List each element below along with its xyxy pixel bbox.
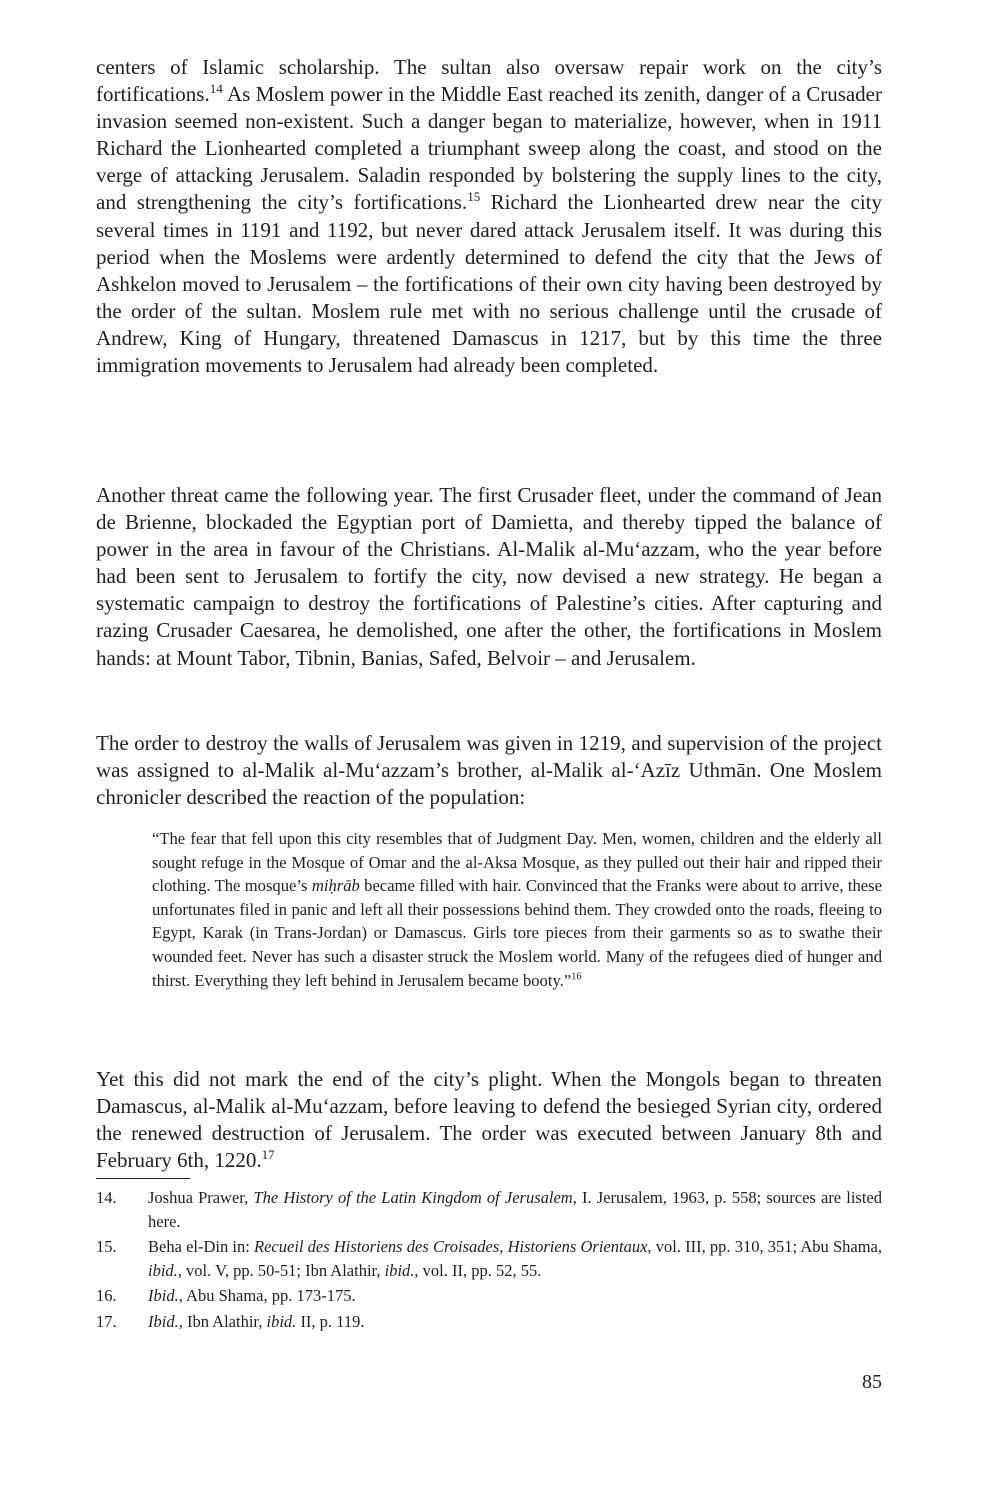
footnote-text: , Abu Shama, pp. 173-175. (178, 1286, 356, 1305)
footnote-text: Joshua Prawer, (148, 1188, 254, 1207)
footnote-text: , Ibn Alathir, (178, 1311, 267, 1331)
paragraph-text: Another threat came the following year. The first Crusader fleet, under the command of Jean de Brienne, blockaded the Egyptian port of Damietta, and thereby tipped the balance of power in the area in favour of the Christians. Al-Malik al-Mu‘azzam, who the year before had been sent to Jerusalem to fortify the city, now devised a new strategy. He began a systematic campaign to destroy the fortifications of Palestine’s cities. After capturing and razing Crusader Caesarea, he demolished, one after the other, the fortifications in Moslem hands: at Mount Tabor, Tibnin, Banias, Safed, Belvoir – and Jerusalem. (96, 483, 882, 670)
footnote-16 (96, 1284, 882, 1308)
footnote-ibid: ibid. (148, 1260, 178, 1280)
paragraph-text: centers of Islamic scholarship. The sultan also oversaw repair work on the city’s fortifications. (96, 55, 882, 107)
footnote-text: , I. Jerusalem, 1963, p. 558; sources are listed here. (148, 1188, 883, 1231)
footnote-text: Beha el-Din in: (148, 1237, 255, 1256)
footnote-ref-15: 15 (467, 189, 481, 205)
footnote-number: 16. (96, 1286, 117, 1305)
footnote-title: The History of the Latin Kingdom of Jerusalem (253, 1188, 573, 1207)
footnote-ref-17: 17 (261, 1147, 275, 1163)
paragraph-4 (96, 1066, 882, 1174)
footnote-ibid: ibid. (266, 1311, 297, 1331)
block-quote (152, 827, 882, 992)
footnote-ref-14: 14 (209, 81, 223, 97)
footnotes-list (96, 1186, 882, 1335)
quote-text: became filled with hair. Convinced that the Franks were about to arrive, these unfortunates filed in panic and left all their possessions behind them. They crowded onto the roads, fleeing to Egypt, Karak (in Trans-Jordan) or Damascus. Girls tore pieces from their garments so as to swathe their wounded feet. Never has such a disaster struck the Moslem world. Many of the refugees died of hunger and thirst. Everything they left behind in Jerusalem became booty.” (152, 876, 882, 990)
footnote-text: II, p. 119. (296, 1311, 365, 1331)
paragraph-text: Yet this did not mark the end of the city’s plight. When the Mongols began to threaten Damascus, al-Malik al-Mu‘azzam, before leaving to defend the besieged Syrian city, ordered the renewed destruction of Jerusalem. The order was executed between January 8th and February 6th, 1220. (96, 1067, 882, 1173)
footnote-ref-16: 16 (571, 971, 582, 983)
footnote-14 (96, 1186, 882, 1233)
footnote-number: 17. (96, 1311, 117, 1331)
footnote-number: 14. (96, 1188, 117, 1207)
footnote-text: , vol. V, pp. 50-51; Ibn Alathir, (177, 1260, 385, 1280)
paragraph-text: The order to destroy the walls of Jerusalem was given in 1219, and supervision of the project was assigned to al-Malik al-Mu‘azzam’s brother, al-Malik al-‘Azīz Uthmān. One Moslem chronicler described the reaction of the population: (96, 731, 882, 810)
footnote-ibid: Ibid. (148, 1286, 179, 1305)
footnote-ibid: ibid. (384, 1260, 415, 1280)
footnote-text: , vol. II, pp. 52, 55. (414, 1260, 542, 1280)
paragraph-1 (96, 54, 882, 379)
footnote-15 (96, 1235, 882, 1282)
paragraph-3 (96, 730, 882, 811)
paragraph-text: Richard the Lionhearted drew near the city several times in 1191 and 1192, but never dared attack Jerusalem itself. It was during this period when the Moslems were ardently determined to defend the city that the Jews of Ashkelon moved to Jerusalem – the fortifications of their own city having been destroyed by the order of the sultan. Moslem rule met with no serious challenge until the crusade of Andrew, King of Hungary, threatened Damascus in 1217, but by this time the three immigration movements to Jerusalem had already been completed. (96, 190, 882, 378)
paragraph-2 (96, 482, 882, 672)
page-number: 85 (862, 1371, 882, 1393)
quote-text: “The fear that fell upon this city resembles that of Judgment Day. Men, women, children and the elderly all sought refuge in the Mosque of Omar and the al-Aksa Mosque, as they pulled out their hair and ripped their clothing. The mosque’s (152, 829, 882, 896)
paragraph-text: As Moslem power in the Middle East reached its zenith, danger of a Crusader invasion seemed non-existent. Such a danger began to materialize, however, when in 1911 Richard the Lionhearted completed a triumphant sweep along the coast, and stood on the verge of attacking Jerusalem. Saladin responded by bolstering the supply lines to the city, and strengthening the city’s fortifications. (96, 82, 882, 215)
footnote-text: , vol. III, pp. 310, 351; Abu Shama, (647, 1237, 882, 1256)
footnote-number: 15. (96, 1237, 117, 1256)
footnote-17 (96, 1310, 882, 1334)
quote-italic-term: miḥrāb (311, 876, 360, 896)
footnote-divider (96, 1178, 190, 1179)
footnote-title: Recueil des Historiens des Croisades, Historiens Orientaux (254, 1237, 648, 1256)
footnote-ibid: Ibid. (148, 1311, 179, 1331)
